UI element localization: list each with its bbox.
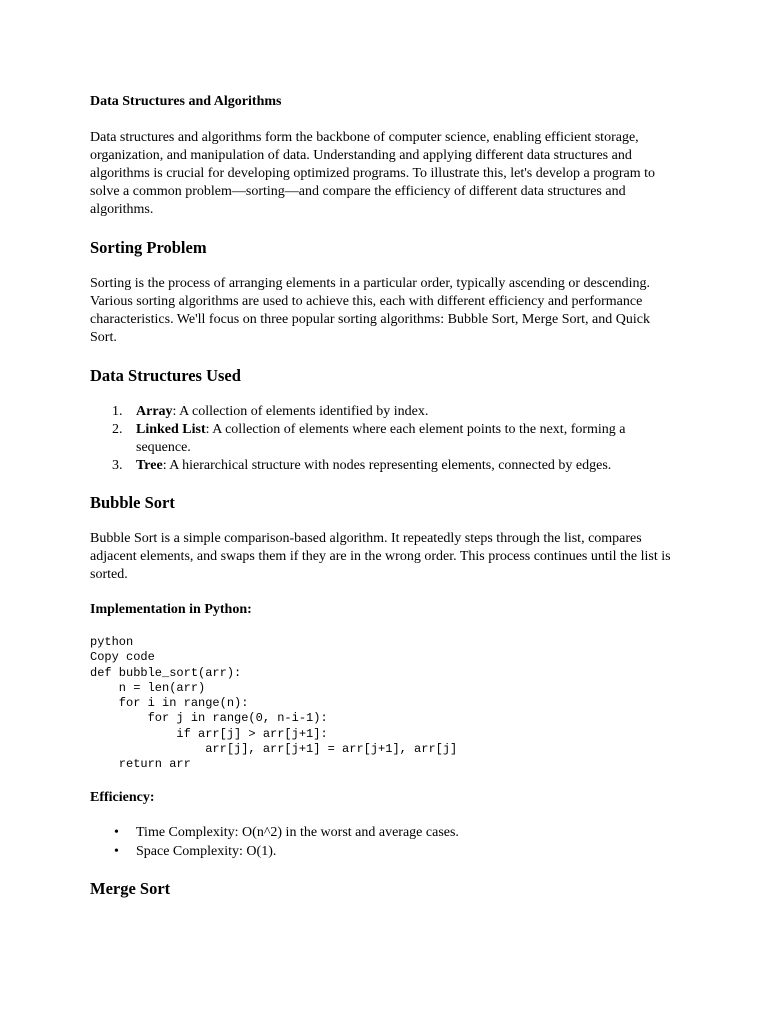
list-item <box>90 403 680 421</box>
list-item-desc: : A collection of elements where each element points to the next, forming a sequence. <box>136 422 626 455</box>
list-item-desc: : A hierarchical structure with nodes representing elements, connected by edges. <box>162 458 612 473</box>
list-item-number: 1. <box>112 404 123 419</box>
list-item-number: 2. <box>112 422 123 437</box>
implementation-heading: Implementation in Python: <box>90 602 252 617</box>
list-item <box>90 421 680 457</box>
bullet-icon: • <box>114 824 119 840</box>
bubble-sort-code-block: python Copy code def bubble_sort(arr): n = len(arr) for i in range(n): for j in range(0, n-i-1): if arr[j] > arr[j+1]: arr[j], arr[j+1] = arr[j+1], arr[j] return arr <box>90 635 458 772</box>
list-item-term: Array <box>136 404 173 419</box>
list-item-text: Time Complexity: O(n^2) in the worst and average cases. <box>136 824 459 840</box>
data-structures-list <box>90 403 680 475</box>
list-item-term: Linked List <box>136 422 206 437</box>
sorting-problem-paragraph: Sorting is the process of arranging elements in a particular order, typically ascending or descending. Various sorting algorithms are used to achieve this, each with different efficiency and performance characteristics. We'll focus on three popular sorting algorithms: Bubble Sort, Merge Sort, and Quick Sort. <box>90 276 651 345</box>
list-item <box>90 842 680 861</box>
data-structures-heading: Data Structures Used <box>90 366 241 385</box>
merge-sort-heading: Merge Sort <box>90 878 171 898</box>
list-item-number: 3. <box>112 458 123 473</box>
bubble-sort-heading: Bubble Sort <box>90 493 175 512</box>
efficiency-list <box>90 823 680 861</box>
list-item-desc: : A collection of elements identified by index. <box>172 404 429 419</box>
bubble-sort-paragraph: Bubble Sort is a simple comparison-based algorithm. It repeatedly steps through the list, compares adjacent elements, and swaps them if they are in the wrong order. This process continues until the list is sorted. <box>90 531 671 582</box>
document-page <box>90 92 680 899</box>
intro-paragraph: Data structures and algorithms form the backbone of computer science, enabling efficient storage, organization, and manipulation of data. Understanding and applying different data structures and algorithms is crucial for developing optimized programs. To illustrate this, let's develop a program to solve a common problem—sorting—and compare the efficiency of different data structures and algorithms. <box>90 130 656 217</box>
bullet-icon: • <box>114 843 119 859</box>
sorting-problem-heading: Sorting Problem <box>90 238 207 257</box>
list-item <box>90 457 680 475</box>
list-item-term: Tree <box>136 458 163 473</box>
list-item <box>90 823 680 842</box>
list-item-text: Space Complexity: O(1). <box>136 843 277 859</box>
document-title: Data Structures and Algorithms <box>90 94 282 109</box>
efficiency-heading: Efficiency: <box>90 789 155 805</box>
